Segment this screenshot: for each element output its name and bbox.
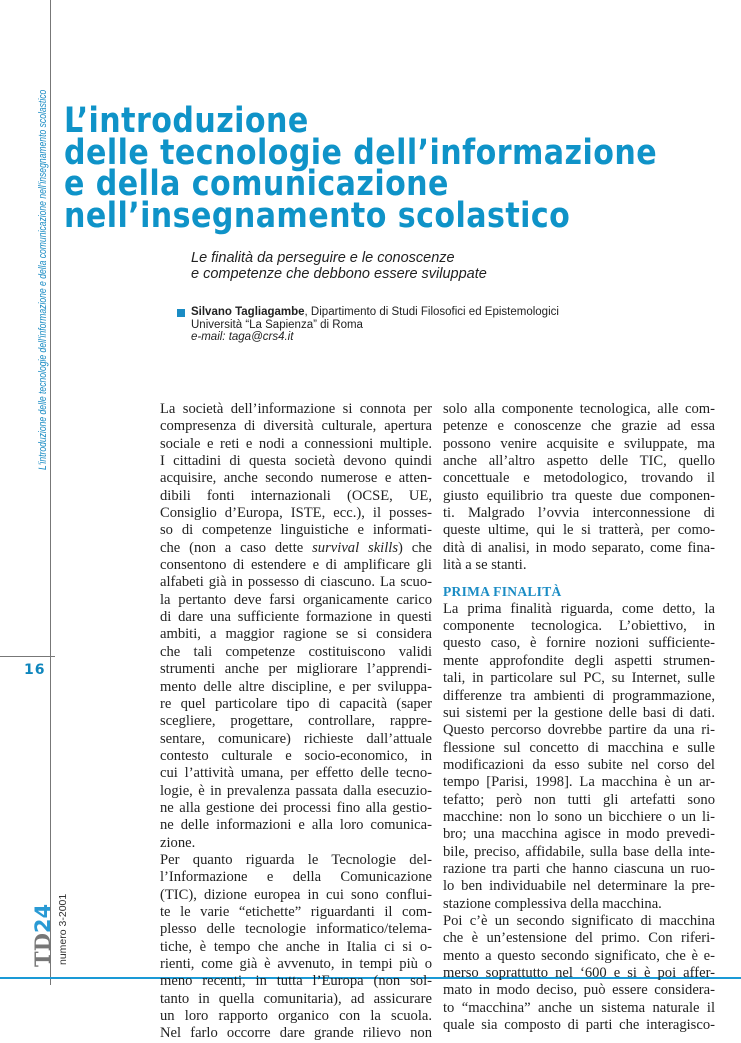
text-line: possono venire acquisite e sviluppate, ma	[443, 435, 715, 452]
text-line: Poi c’è un secondo significato di macchina	[443, 912, 715, 929]
text-line: bro; una macchina agisce in modo prevedi-	[443, 826, 715, 843]
text-line: scegliere, progettare, controllare, rappre-	[160, 713, 432, 730]
text-line: di dare una sufficiente formazione in questi	[160, 609, 432, 626]
text-line: acquisire, anche secondo numerose e atten-	[160, 470, 432, 487]
margin-rule	[50, 0, 51, 985]
subtitle-line: e competenze che debbono essere sviluppate	[191, 266, 487, 282]
text-line: so di competenze linguistiche e informati-	[160, 522, 432, 539]
title-line: nell’insegnamento scolastico	[64, 195, 571, 236]
text-line: differenze tra ambienti di programmazione,	[443, 687, 715, 704]
text-line: dità di analisi, in modo separato, come fina-	[443, 539, 715, 556]
title-line: e della comunicazione	[64, 164, 449, 204]
left-column	[160, 401, 432, 1043]
text-line: sui sistemi per la gestione delle basi di dati.	[443, 704, 715, 721]
text-line: tiche, è tempo che anche in Italia ci si o-	[160, 938, 432, 955]
text-line: Per quanto riguarda le Tecnologie del-	[160, 851, 432, 868]
text-line: sociale e reti e nodi a connessioni multiple.	[160, 435, 432, 452]
text-line: merso soprattutto nel ‘600 e si è poi affer-	[443, 965, 715, 981]
text-line: un loro rapporto organico con la scuola.	[160, 1008, 432, 1025]
author-affiliation: , Dipartimento di Studi Filosofici ed Epistemologici	[304, 306, 559, 318]
right-column	[443, 401, 715, 1034]
text-line: to “macchina” anche un sistema naturale il	[443, 999, 715, 1016]
text-line: rienti, come già è avvenuto, in tempi più o	[160, 956, 432, 972]
article-subtitle	[191, 250, 487, 282]
text-line	[160, 540, 432, 557]
subtitle-line: Le finalità da perseguire e le conoscenze	[191, 250, 455, 266]
text-line: stazione complessiva della macchina.	[443, 895, 662, 912]
text-line: che è un’estensione del primo. Con riferi-	[443, 930, 715, 947]
text-line: anche all’altro aspetto delle TIC, quello	[443, 453, 715, 470]
text-line: mente approfondite degli aspetti strumen-	[443, 652, 715, 669]
text-line: tali, in particolare sul PC, su Internet, sulle	[443, 670, 715, 687]
text-line: mento a questo secondo significato, che è e-	[443, 947, 715, 964]
logo-letters: TD	[30, 933, 55, 967]
text-line: quale sia composto di parti che interagisco-	[443, 1017, 715, 1034]
text-fragment: ) che	[398, 539, 432, 556]
text-line: re quel particolare tipo di capacità (saper	[160, 695, 432, 712]
text-line: strumenti anche per migliorare l’apprendi-	[160, 661, 432, 678]
text-line: la pertanto deve farsi organicamente carico	[160, 591, 432, 608]
text-line: l’Informazione e della Comunicazione	[160, 869, 432, 886]
text-line: te le varie “etichette” riguardanti il com-	[160, 903, 432, 920]
author-name: Silvano Tagliagambe	[191, 306, 305, 318]
text-line: razione tra parti che hanno ciascuna un ruo-	[443, 860, 715, 877]
author-email[interactable]: e-mail: taga@crs4.it	[191, 331, 294, 343]
text-fragment: che (non a caso dette	[160, 539, 313, 556]
text-line: dibili fonti internazionali (OCSE, UE,	[160, 487, 432, 504]
text-line: alfabeti già in possesso di ciascuno. La scuo-	[160, 574, 432, 591]
text-line: ne alla gestione dei processi fino alla gestio-	[160, 799, 432, 816]
text-line: solo alla componente tecnologica, alle com-	[443, 401, 715, 417]
running-head	[37, 80, 49, 470]
author-block	[191, 306, 559, 344]
text-line: Consiglio d’Europa, ISTE, ecc.), il posses-	[160, 505, 432, 522]
article-title	[64, 101, 741, 236]
text-line: tanto in quella comunitaria), ad assicurare	[160, 990, 432, 1007]
bullet-square-icon	[177, 309, 185, 317]
text-line: tefatto; però non tutti gli artefatti sono	[443, 791, 715, 808]
title-line: delle tecnologie dell’informazione	[64, 132, 658, 173]
journal-logo	[30, 904, 55, 967]
text-line: sentare, comunicare) richieste dall’attuale	[160, 730, 432, 747]
page-number-rule	[0, 656, 55, 657]
text-line: lità a se stanti.	[443, 557, 527, 574]
text-line: Nel farlo occorre dare grande rilievo non	[160, 1025, 432, 1042]
text-line: tempo [Parisi, 1998]. La macchina è un ar-	[443, 774, 715, 791]
logo-number: 24	[31, 903, 55, 934]
text-line: questo caso, è fornire nozioni sufficiente-	[443, 635, 715, 652]
text-line: contesto culturale e socio-economico, in	[160, 747, 432, 764]
title-line: L’introduzione	[64, 101, 309, 141]
text-line: bile, preciso, affidabile, sulla base della inte-	[443, 843, 715, 860]
text-line: consentono di estendere e di amplificare gli	[160, 557, 432, 574]
text-line: compresenza di diversità culturale, apertura	[160, 418, 432, 435]
text-line: petenze e conoscenze che grazie ad essa	[443, 418, 715, 435]
text-line: lo ben individuabile nel determinare la pre-	[443, 878, 715, 895]
text-line: queste ultime, qui le si tratterà, per como-	[443, 522, 715, 539]
italic-term: survival skills	[312, 539, 399, 556]
text-line: ti. Malgrado l’ovvia interconnessione di	[443, 505, 715, 522]
running-head-text: L'introduzione delle tecnologie dell'informazione e della comunicazione nell'insegnamento scolastico	[37, 89, 49, 470]
text-line: ambiti, a maggior ragione se si considera	[160, 626, 432, 643]
text-line: Questo percorso dovrebbe partire da una ri-	[443, 722, 715, 739]
text-line: ne delle informazioni e alla loro comunica-	[160, 817, 432, 834]
text-line: mento delle altre discipline, e per sviluppa-	[160, 678, 432, 695]
text-line: (TIC), dizione europea in cui sono conflui-	[160, 886, 432, 903]
text-line: logie, è in prevalenza passata dalla esecuzio-	[160, 782, 432, 799]
section-heading: PRIMA FINALITÀ	[443, 584, 562, 600]
text-line: modificazioni da esso subite nel corso del	[443, 756, 715, 773]
text-line: componente tecnologica. L’obiettivo, in	[443, 618, 715, 635]
text-line: plesso delle tecnologie informatico/telema-	[160, 921, 432, 938]
page-number: 16	[24, 662, 46, 678]
text-line: concettuale e metodologico, trovando il	[443, 470, 715, 487]
text-line: cui l’attività umana, per effetto delle tecno-	[160, 765, 432, 782]
text-line: meno recenti, in tutta l’Europa (non sol-	[160, 973, 432, 990]
issue-label: numero 3-2001	[57, 893, 69, 965]
text-line: flessione sul concetto di macchina e sulle	[443, 739, 715, 756]
text-line: I cittadini di questa società devono quindi	[160, 453, 432, 470]
author-university: Università “La Sapienza” di Roma	[191, 318, 363, 331]
text-line: mato in modo deciso, può essere considera-	[443, 982, 715, 999]
text-line: La società dell’informazione si connota per	[160, 401, 432, 417]
text-line: giusto equilibrio tra queste due componen-	[443, 487, 715, 504]
text-line: che tali competenze costituiscono validi	[160, 643, 432, 660]
text-line: macchine: non lo sono un bicchiere o un li-	[443, 808, 715, 825]
text-line: La prima finalità riguarda, come detto, la	[443, 600, 715, 617]
text-line: zione.	[160, 834, 196, 851]
